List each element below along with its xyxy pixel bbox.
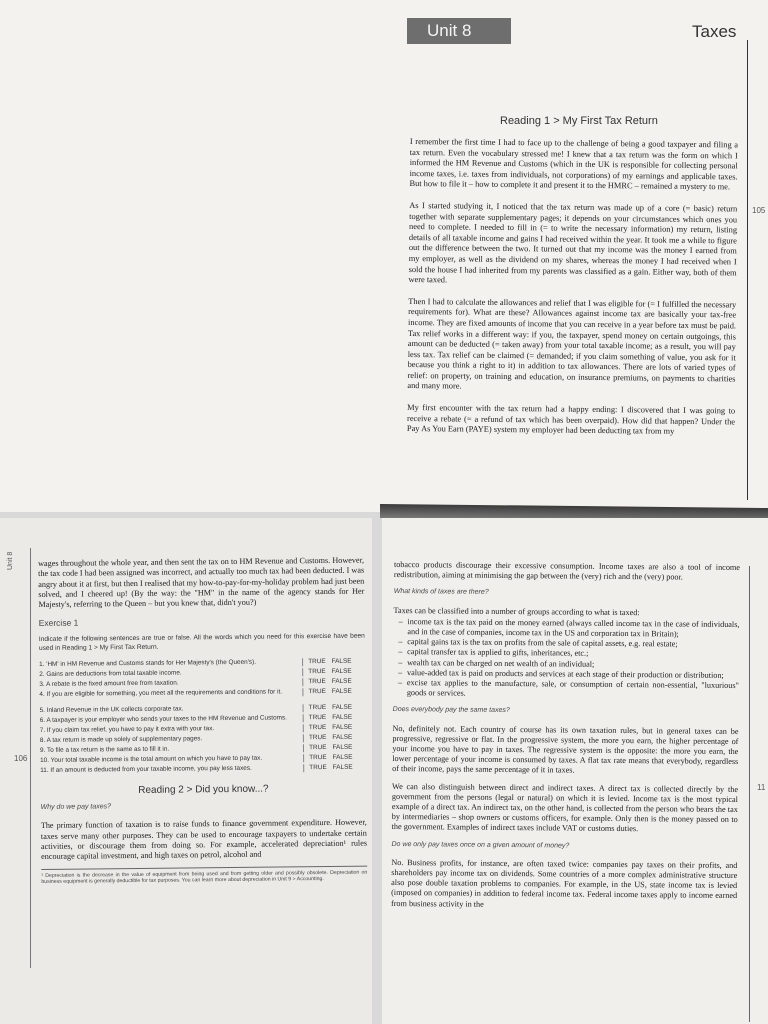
paragraph: My first encounter with the tax return had a happy ending: I discovered that I was going to receive a rebate (= a refund of tax which has been overpaid). How did that happen? Under the Pay As You Earn (PAYE) system my employer had been deducting tax from my	[406, 403, 736, 437]
false-option[interactable]: FALSE	[332, 723, 353, 731]
true-option[interactable]: TRUE	[309, 753, 327, 761]
paragraph: tobacco products discourage their excessive consumption. Income taxes are also a tool of income redistribution, aiming at minimising the gap between the (very) rich and the (very) poor.	[393, 560, 740, 582]
reading2-title: Reading 2 > Did you know...?	[138, 783, 269, 796]
list-item: – excise tax applies to the manufacture, sale, or consumption of certain non-essential, "luxurious" goods or services.	[407, 678, 739, 701]
continued-text: wages throughout the whole year, and then sent the tax on to HM Revenue and Customs. However, the tax code I had been assigned was incorrect, and actually too much tax had been deducted. I was angry about it at first, but then I realised that my how-to-pay-for-my-holiday problem had just been solved, and I cheered up! (By the way: the "HM" in the name of the agency stands for Her Majesty's, referring to the Queen – but you knew that, didn't you?)	[38, 555, 365, 610]
page-number-left: 106	[14, 754, 28, 763]
true-option[interactable]: TRUE	[308, 677, 326, 685]
true-option[interactable]: TRUE	[308, 657, 326, 665]
false-option[interactable]: FALSE	[331, 677, 352, 685]
true-false-options	[303, 713, 366, 722]
reading-title: Reading 1 > My First Tax Return	[500, 115, 658, 127]
exercise-list	[39, 657, 366, 776]
paragraph: Then I had to calculate the allowances and relief that I was eligible for (= I fulfilled the necessary requirements for). What are these? Allowances against income tax are basically your tax-free income. They are fixed amounts of income that you can receive in a year before tax must be paid. Tax relief works in a different way: if you, the taxpayer, spend money on certain outgoings, this amount can be deducted (= taken away) from your total taxable income; as a result, you will pay less tax. Tax relief can be claimed (= demanded; if you claim something of value, you ask for it because you think a right to it) in addition to tax allowances. There are lots of varied types of relief: on property, on training and education, on insurance premiums, on payments to charities and many more.	[407, 296, 737, 392]
exercise-title: Exercise 1	[38, 618, 79, 629]
true-false-options	[303, 753, 366, 762]
exercise-statement: 11. If an amount is deducted from your taxable income, you pay less taxes.	[40, 764, 252, 774]
unit-label: Unit 8	[407, 18, 511, 44]
list-item: – value-added tax is paid on products and services at each stage of their production or distribution;	[407, 668, 739, 681]
page-number-top: 105	[752, 206, 766, 215]
true-false-options	[302, 687, 365, 696]
exercise-statement: 4. If you are eligible for something, you meet all the requirements and conditions for it.	[39, 688, 283, 698]
right-column	[391, 560, 740, 919]
margin-rule	[747, 40, 748, 500]
list-item: – capital gains tax is the tax on profits from the sale of capital assets, e.g. real estate;	[407, 637, 739, 650]
margin-rule	[30, 548, 31, 968]
question-heading: What kinds of taxes are there?	[393, 588, 489, 597]
tax-kinds-list	[393, 617, 740, 702]
exercise-item	[40, 763, 366, 776]
list-item: – wealth tax can be charged on net wealth of an individual;	[407, 658, 739, 671]
true-false-options	[302, 677, 365, 686]
unit-side-label: Unit 8	[7, 551, 14, 570]
list-item: – capital transfer tax is applied to gifts, inheritances, etc.;	[407, 648, 739, 661]
question-heading: Does everybody pay the same taxes?	[392, 706, 510, 715]
exercise-statement: 6. A taxpayer is your employer who sends your taxes to the HM Revenue and Customs.	[39, 714, 287, 724]
true-option[interactable]: TRUE	[308, 687, 326, 695]
exercise-statement: 5. Inland Revenue in the UK collects corporate tax.	[39, 705, 184, 714]
page-number-right: 11	[757, 783, 766, 792]
false-option[interactable]: FALSE	[332, 753, 353, 761]
exercise-statement: 7. If you claim tax relief, you have to pay it extra with your tax.	[39, 724, 215, 734]
paragraph: We can also distinguish between direct and indirect taxes. A direct tax is collected directly by the government from the persons (legal or natural) on which it is levied. Income tax is the most typical example of a direct tax. An indirect tax, on the other hand, is collected from the person who bears the tax by intermediaries – shop owners or customs officers, for example. Only then is the money passed on to the government. Examples of indirect taxes include VAT or customs duties.	[391, 781, 739, 834]
paragraph: The primary function of taxation is to raise funds to finance government expenditure. However, taxes serve many other purposes. They can be used to encourage taxpayers to undertake certain activities, or discourage them from doing so. For example, accelerated depreciation¹ rules encourage capital investment, and high taxes on petrol, alcohol and	[40, 817, 368, 862]
true-option[interactable]: TRUE	[308, 713, 327, 721]
left-column	[38, 556, 367, 886]
paragraph: No, definitely not. Each country of course has its own taxation rules, but in general taxes can be progressive, regressive or flat. In the progressive system, the more you earn, the higher percentage of your income you have to pay in taxes. The regressive system is the opposite: the more you earn, the lower percentage of your income is consumed by taxes. A flat tax rate means that everybody, regardless of their income, pays the same percentage of it in taxes.	[392, 723, 739, 776]
true-false-options	[303, 723, 366, 732]
paragraph: Taxes can be classified into a number of groups according to what is taxed:	[393, 605, 640, 617]
true-false-options	[302, 667, 365, 676]
exercise-statement: 10. Your total taxable income is the total amount on which you have to pay tax.	[40, 754, 263, 764]
true-option[interactable]: TRUE	[309, 743, 327, 751]
true-false-options	[302, 657, 365, 666]
false-option[interactable]: FALSE	[331, 687, 352, 695]
false-option[interactable]: FALSE	[332, 763, 353, 771]
exercise-statement: 3. A rebate is the fixed amount free from taxation.	[39, 679, 179, 688]
exercise-statement: 9. To file a tax return is the same as to fill it in.	[39, 745, 170, 754]
false-option[interactable]: FALSE	[332, 733, 353, 741]
chapter-title: Taxes	[692, 22, 737, 41]
list-item: – income tax is the tax paid on the money earned (always called income tax in the case of individuals, and in the case of companies, income tax in the US and corporation tax in Britain);	[407, 617, 739, 640]
reading1-column	[407, 137, 738, 449]
question-heading: Why do we pay taxes?	[40, 803, 112, 812]
paragraph: As I started studying it, I noticed that the tax return was made up of a core (= basic) return together with separate supplementary pages; it depends on your circumstances which ones you need to complete. I needed to fill in (= to write the necessary information) my return, listing details of all taxable income and gains I had received within the year. It took me a while to figure out the difference between the two. It turned out that my income was the money I earned from my employer, as well as the dividend on my shares, whereas the money I had received when I sold the house I had inherited from my parents was classified as a gain. Either way, both of them were taxed.	[408, 200, 738, 285]
exercise-statement: 2. Gains are deductions from total taxable income.	[39, 669, 182, 678]
false-option[interactable]: FALSE	[331, 657, 352, 665]
true-option[interactable]: TRUE	[308, 667, 326, 675]
false-option[interactable]: FALSE	[332, 743, 353, 751]
footnote: ¹ Depreciation is the decrease in the value of equipment from being used and from getting older and possibly obsolete. Depreciation on business equipment is generally deductible for tax purposes. You can learn more about depreciation in Unit 9 > Accounting.	[41, 865, 367, 885]
exercise-statement: 1. 'HM' in HM Revenue and Customs stands for Her Majesty's (the Queen's).	[39, 658, 257, 668]
true-option[interactable]: TRUE	[309, 763, 327, 771]
true-option[interactable]: TRUE	[308, 723, 327, 731]
exercise-statement: 8. A tax return is made up solely of supplementary pages.	[39, 735, 203, 744]
paragraph: No. Business profits, for instance, are often taxed twice: companies pay taxes on their profits, and shareholders pay income tax on dividends. Some countries of a more complex administrative structure also pose double taxation problems to companies. For example, in the US, state income tax is levied (imposed on companies) in addition to federal income tax. Federal income taxes apply to income earned from business activity in the	[390, 857, 738, 909]
paragraph: I remember the first time I had to face up to the challenge of being a good taxpayer and filing a tax return. Even the vocabulary stressed me! I knew that a tax return was the form on which I informed the HM Revenue and Customs (which in the UK is responsible for collecting personal income taxes, i.e. taxes from individuals, not corporations) of my earnings and applicable taxes. But how to file it – how to complete it and present it to the HMRC – remained a mystery to me.	[409, 137, 738, 192]
margin-rule	[749, 566, 750, 1022]
false-option[interactable]: FALSE	[331, 667, 352, 675]
exercise-intro: Indicate if the following sentences are true or false. All the words which you need for this exercise have been used in Reading 1 > My First Tax Return.	[38, 632, 365, 652]
false-option[interactable]: FALSE	[332, 703, 353, 711]
question-heading: Do we only pay taxes once on a given amount of money?	[391, 840, 570, 850]
true-false-options	[303, 703, 366, 712]
true-option[interactable]: TRUE	[308, 733, 327, 741]
true-option[interactable]: TRUE	[308, 703, 327, 711]
true-false-options	[303, 743, 366, 752]
true-false-options	[303, 733, 366, 742]
true-false-options	[303, 763, 366, 772]
false-option[interactable]: FALSE	[332, 713, 353, 721]
